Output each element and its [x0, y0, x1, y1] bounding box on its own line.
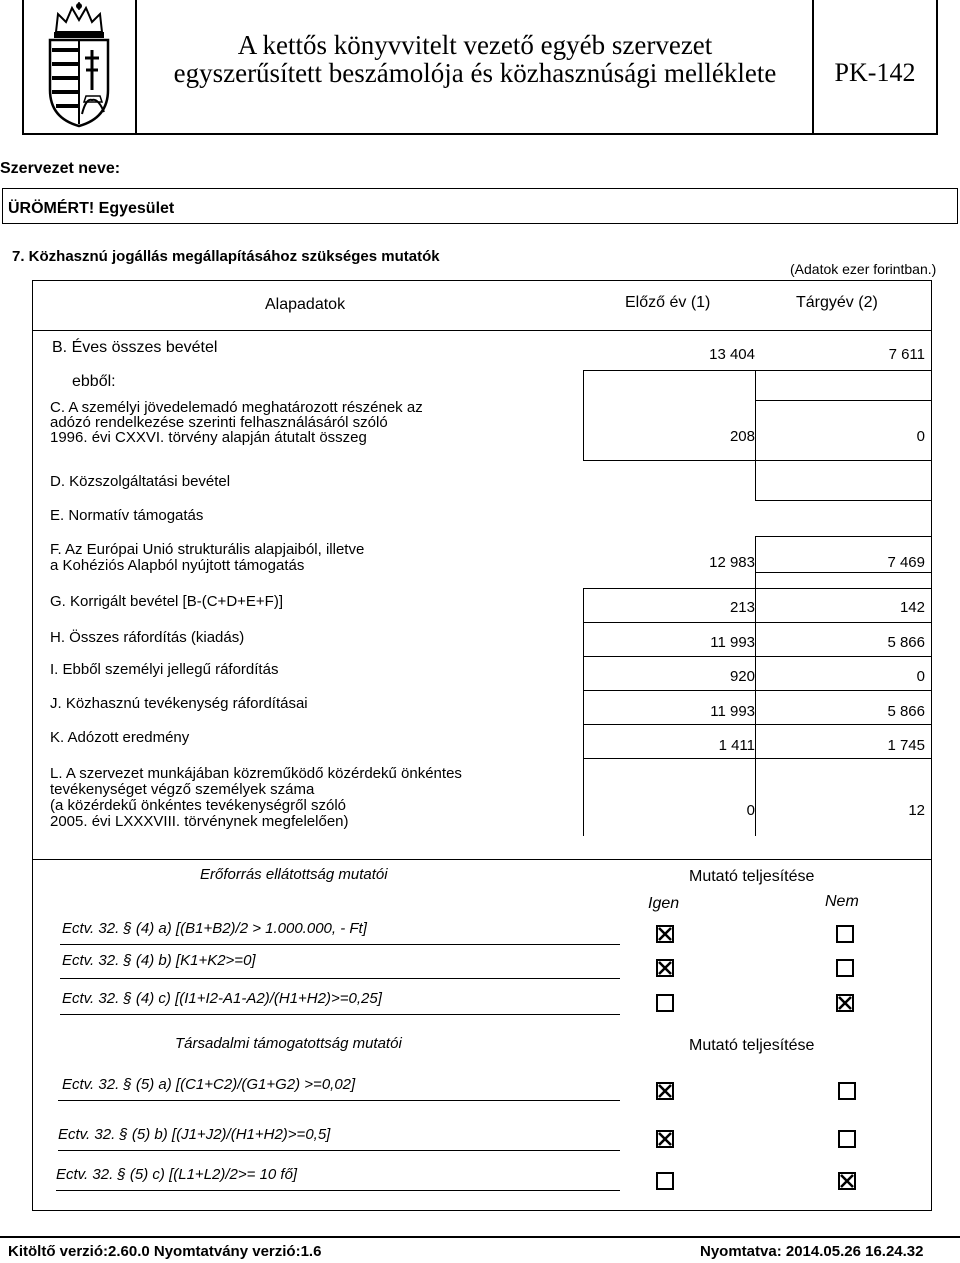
row-i-curr: 0 [916, 668, 925, 685]
resource-item-3-no-checkbox[interactable] [836, 994, 854, 1012]
header-divider-left [135, 0, 137, 135]
row-l-curr: 12 [908, 802, 925, 819]
row-label-c3: 1996. évi CXXVI. törvény alapján átutalt összeg [50, 429, 367, 446]
value-row-line-12 [583, 758, 932, 759]
resource-title: Erőforrás ellátottság mutatói [200, 866, 388, 883]
social-item-2-no-checkbox[interactable] [838, 1130, 856, 1148]
row-l-prev: 0 [746, 802, 755, 819]
coat-of-arms-icon [34, 2, 124, 130]
row-h-prev: 11 993 [710, 634, 755, 651]
row-j-curr: 5 866 [887, 703, 925, 720]
row-k-curr: 1 745 [887, 737, 925, 754]
row-label-h: H. Összes ráfordítás (kiadás) [50, 629, 245, 646]
row-label-k: K. Adózott eredmény [50, 729, 190, 746]
social-item-3-no-checkbox[interactable] [838, 1172, 856, 1190]
resource-item-2-yes-checkbox[interactable] [656, 959, 674, 977]
row-f-prev: 12 983 [709, 554, 755, 571]
resource-item-3-line [60, 1014, 620, 1015]
value-col-line-prev-b [583, 588, 584, 836]
yes-column-label: Igen [648, 895, 680, 912]
col-header-curr: Tárgyév (2) [796, 294, 878, 311]
social-item-2-line [58, 1150, 620, 1151]
form-code: PK-142 [834, 58, 916, 87]
social-title: Társadalmi támogatottság mutatói [175, 1035, 402, 1052]
org-name-value: ÜRÖMÉRT! Egyesület [8, 200, 175, 217]
row-c-curr: 0 [916, 428, 925, 445]
row-g-curr: 142 [899, 599, 925, 616]
value-row-line-4 [755, 500, 932, 501]
row-label-i: I. Ebből személyi jellegű ráfordítás [50, 661, 279, 678]
resource-item-2-line [60, 978, 620, 979]
resource-item-1-label: Ectv. 32. § (4) a) [(B1+B2)/2 > 1.000.000, - Ft] [62, 920, 367, 937]
row-i-prev: 920 [729, 668, 755, 685]
value-row-line-2 [755, 400, 932, 401]
row-label-c2: adózó rendelkezése szerinti felhasználásáról szóló [50, 414, 388, 431]
row-j-prev: 11 993 [710, 703, 755, 720]
row-f-curr: 7 469 [887, 554, 925, 571]
value-col-line-prev-a [583, 370, 584, 460]
row-label-ebbol: ebből: [72, 373, 116, 390]
social-item-2-label: Ectv. 32. § (5) b) [(J1+J2)/(H1+H2)>=0,5] [58, 1126, 331, 1143]
unit-note: (Adatok ezer forintban.) [790, 261, 937, 277]
resource-fulfil-title: Mutató teljesítése [689, 868, 815, 885]
value-row-line-10 [583, 690, 932, 691]
row-b-curr: 7 611 [888, 346, 925, 363]
resource-item-2-no-checkbox[interactable] [836, 959, 854, 977]
indicators-bottom-line [32, 1210, 932, 1211]
row-label-g: G. Korrigált bevétel [B-(C+D+E+F)] [50, 593, 283, 610]
row-label-f1: F. Az Európai Unió strukturális alapjaiból, illetve [50, 541, 365, 558]
form-title-line1: A kettős könyvvitelt vezető egyéb szervezet [237, 30, 713, 60]
indicators-left-line [32, 860, 33, 1210]
value-row-line-7 [583, 588, 932, 589]
row-label-l3: (a közérdekű önkéntes tevékenységről szóló [50, 797, 347, 814]
no-column-label: Nem [825, 893, 859, 910]
social-fulfil-title: Mutató teljesítése [689, 1037, 815, 1054]
footer-version: Kitöltő verzió:2.60.0 Nyomtatvány verzió:1.6 [8, 1243, 322, 1260]
row-h-curr: 5 866 [887, 634, 925, 651]
social-item-1-line [58, 1100, 620, 1101]
row-k-prev: 1 411 [718, 737, 755, 754]
value-row-line-11 [583, 724, 932, 725]
row-b-prev: 13 404 [709, 346, 755, 363]
social-item-1-yes-checkbox[interactable] [656, 1082, 674, 1100]
social-item-2-yes-checkbox[interactable] [656, 1130, 674, 1148]
value-row-line-5 [755, 536, 932, 537]
header-row-divider [32, 330, 932, 331]
value-col-line-mid-b [755, 536, 756, 836]
social-item-1-label: Ectv. 32. § (5) a) [(C1+C2)/(G1+G2) >=0,02] [62, 1076, 356, 1093]
footer-printed: Nyomtatva: 2014.05.26 16.24.32 [700, 1243, 924, 1260]
row-label-d: D. Közszolgáltatási bevétel [50, 473, 231, 490]
social-item-1-no-checkbox[interactable] [838, 1082, 856, 1100]
row-label-l1: L. A szervezet munkájában közreműködő közérdekű önkéntes [50, 765, 462, 782]
resource-item-3-yes-checkbox[interactable] [656, 994, 674, 1012]
row-label-f2: a Kohéziós Alapból nyújtott támogatás [50, 557, 305, 574]
col-header-prev: Előző év (1) [625, 294, 711, 311]
row-label-l4: 2005. évi LXXXVIII. törvénynek megfelelően) [50, 813, 349, 830]
resource-item-2-label: Ectv. 32. § (4) b) [K1+K2>=0] [62, 952, 256, 969]
org-name-label: Szervezet neve: [0, 160, 121, 177]
social-item-3-label: Ectv. 32. § (5) c) [(L1+L2)/2>= 10 fő] [56, 1166, 298, 1183]
resource-item-3-label: Ectv. 32. § (4) c) [(I1+I2-A1-A2)/(H1+H2)>=0,25] [62, 990, 382, 1007]
resource-item-1-yes-checkbox[interactable] [656, 925, 674, 943]
row-c-prev: 208 [729, 428, 755, 445]
row-label-e: E. Normatív támogatás [50, 507, 204, 524]
form-title-line2: egyszerűsített beszámolója és közhasznúsági melléklete [173, 58, 777, 88]
value-row-line-8 [583, 622, 932, 623]
section-title: 7. Közhasznú jogállás megállapításához szükséges mutatók [12, 248, 440, 265]
row-g-prev: 213 [729, 599, 755, 616]
value-col-line-mid-a [755, 370, 756, 500]
row-label-c1: C. A személyi jövedelemadó meghatározott részének az [50, 399, 423, 416]
social-item-3-yes-checkbox[interactable] [656, 1172, 674, 1190]
row-label-j: J. Közhasznú tevékenység ráfordításai [50, 695, 308, 712]
value-row-line-3 [583, 460, 932, 461]
col-header-basic: Alapadatok [265, 296, 346, 313]
footer-rule [0, 1236, 960, 1238]
resource-item-1-no-checkbox[interactable] [836, 925, 854, 943]
value-row-line-9 [583, 656, 932, 657]
indicators-right-line [931, 860, 932, 1210]
value-row-line-1 [583, 370, 932, 371]
social-item-3-line [56, 1190, 620, 1191]
value-row-line-6 [755, 572, 932, 573]
resource-item-1-line [60, 944, 620, 945]
row-label-l2: tevékenységet végző személyek száma [50, 781, 315, 798]
row-label-b: B. Éves összes bevétel [52, 339, 218, 356]
